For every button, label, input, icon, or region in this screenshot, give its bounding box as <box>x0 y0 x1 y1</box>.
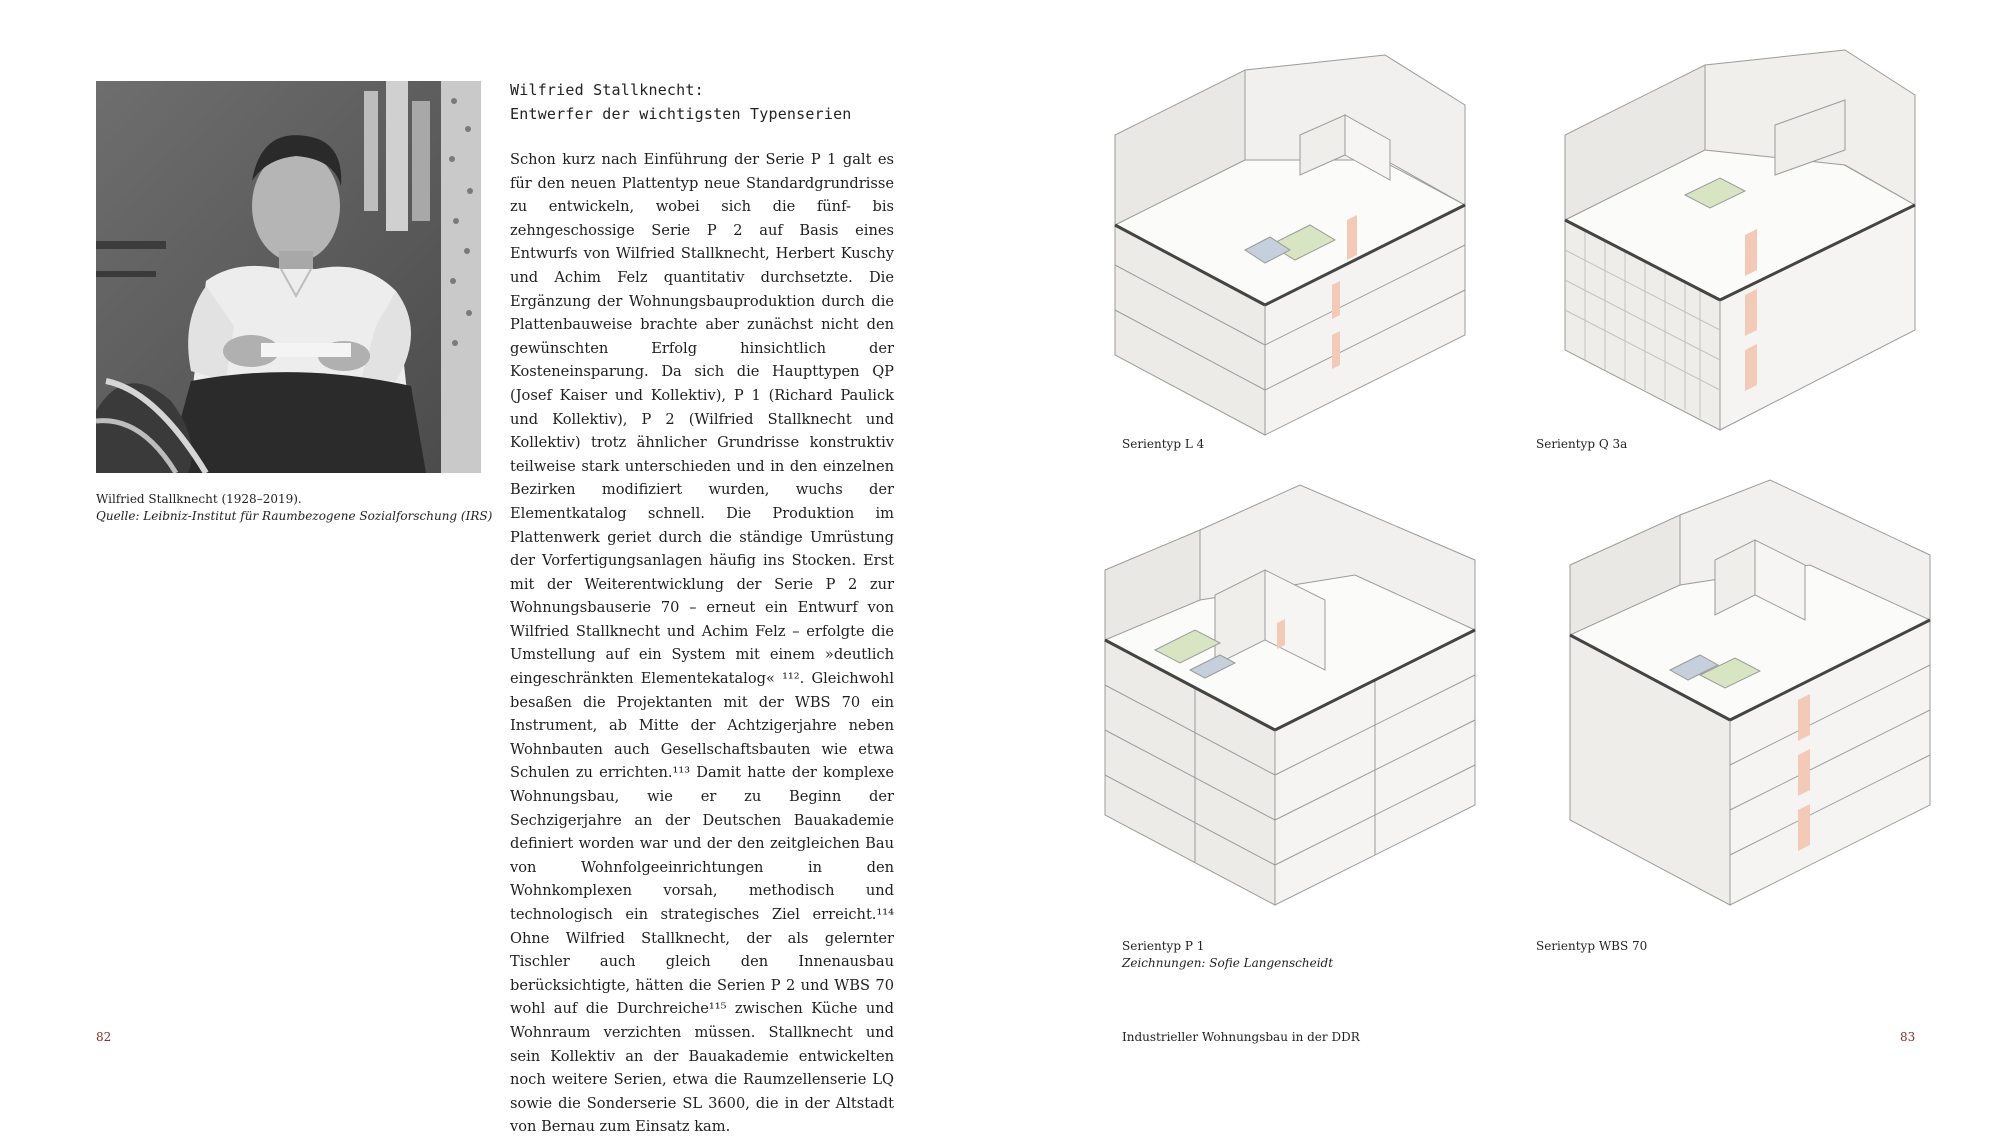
section-heading <box>510 78 910 126</box>
photo-caption-text: Wilfried Stallknecht (1928–2019). <box>96 492 302 506</box>
photo-source: Quelle: Leibniz-Institut für Raumbezogene Sozialforschung (IRS) <box>96 509 493 523</box>
drawing-label-p1 <box>1122 938 1333 972</box>
drawing-serientyp-wbs70 <box>1560 475 1960 915</box>
drawing-label-p1-text: Serientyp P 1 <box>1122 939 1205 953</box>
heading-line-2: Entwerfer der wichtigsten Typenserien <box>510 105 852 123</box>
drawing-serientyp-q3a <box>1545 45 1965 445</box>
drawing-serientyp-l4 <box>1095 45 1495 445</box>
right-page <box>1000 0 2000 1095</box>
drawing-label-wbs70: Serientyp WBS 70 <box>1536 939 1648 953</box>
photo-caption <box>96 491 496 525</box>
heading-line-1: Wilfried Stallknecht: <box>510 81 704 99</box>
portrait-photo <box>96 81 481 473</box>
body-text <box>510 148 894 1139</box>
page-number-right: 83 <box>1900 1030 1916 1044</box>
drawing-label-q3a: Serientyp Q 3a <box>1536 437 1628 451</box>
running-head: Industrieller Wohnungsbau in der DDR <box>1122 1030 1360 1044</box>
drawing-serientyp-p1 <box>1095 475 1495 915</box>
page-number-left: 82 <box>96 1030 112 1044</box>
paragraph: Schon kurz nach Einführung der Serie P 1 galt es für den neuen Plattentyp neue Standardgrundrisse zu entwickeln, wobei sich die fünf- bis zehngeschossige Serie P 2 auf Basis eines Entwurfs von Wilfried Stallknecht, Herbert Kuschy und Achim Felz quantitativ durchsetzte. Die Ergänzung der Wohnungsbauproduktion durch die Plattenbauweise brachte aber zunächst nicht den gewünschten Erfolg hinsichtlich der Kosteneinsparung. Da sich die Haupttypen QP (Josef Kaiser und Kollektiv), P 1 (Richard Paulick und Kollektiv), P 2 (Wilfried Stallknecht und Kollektiv) trotz ähnlicher Grundrisse konstruktiv teilweise stark unterschieden und in den einzelnen Bezirken modifiziert wurden, wuchs der Elementkatalog schnell. Die Produktion im Plattenwerk geriet durch die ständige Umrüstung der Vorfertigungsanlagen häufig ins Stocken. Erst mit der Weiterentwicklung der Serie P 2 zur Wohnungsbauserie 70 – erneut ein Entwurf von Wilfried Stallknecht und Achim Felz – erfolgte die Umstellung auf ein System mit einem »deutlich eingeschränkten Elementekatalog« ¹¹². Gleichwohl besaßen die Projektanten mit der WBS 70 ein Instrument, ab Mitte der Achtzigerjahre neben Wohnbauten auch Gesellschaftsbauten wie etwa Schulen zu errichten.¹¹³ Damit hatte der komplexe Wohnungsbau, wie er zu Beginn der Sechzigerjahre an der Deutschen Bauakademie definiert worden war und der den zeitgleichen Bau von Wohnfolgeeinrichtungen in den Wohnkomplexen vorsah, methodisch und technologisch ein strategisches Ziel erreicht.¹¹⁴ Ohne Wilfried Stallknecht, der als gelernter Tischler auch gleich den Innenausbau berücksichtigte, hätten die Serien P 2 und WBS 70 wohl auf die Durchreiche¹¹⁵ zwischen Küche und Wohnraum verzichten müssen. Stallknecht und sein Kollektiv an der Bauakademie entwickelten noch weitere Serien, etwa die Raumzellenserie LQ sowie die Sonderserie SL 3600, die in der Altstadt von Bernau zum Einsatz kam. <box>510 151 894 1136</box>
drawings-credit: Zeichnungen: Sofie Langenscheidt <box>1122 956 1334 970</box>
left-page <box>0 0 1000 1136</box>
drawing-label-l4: Serientyp L 4 <box>1122 437 1205 451</box>
